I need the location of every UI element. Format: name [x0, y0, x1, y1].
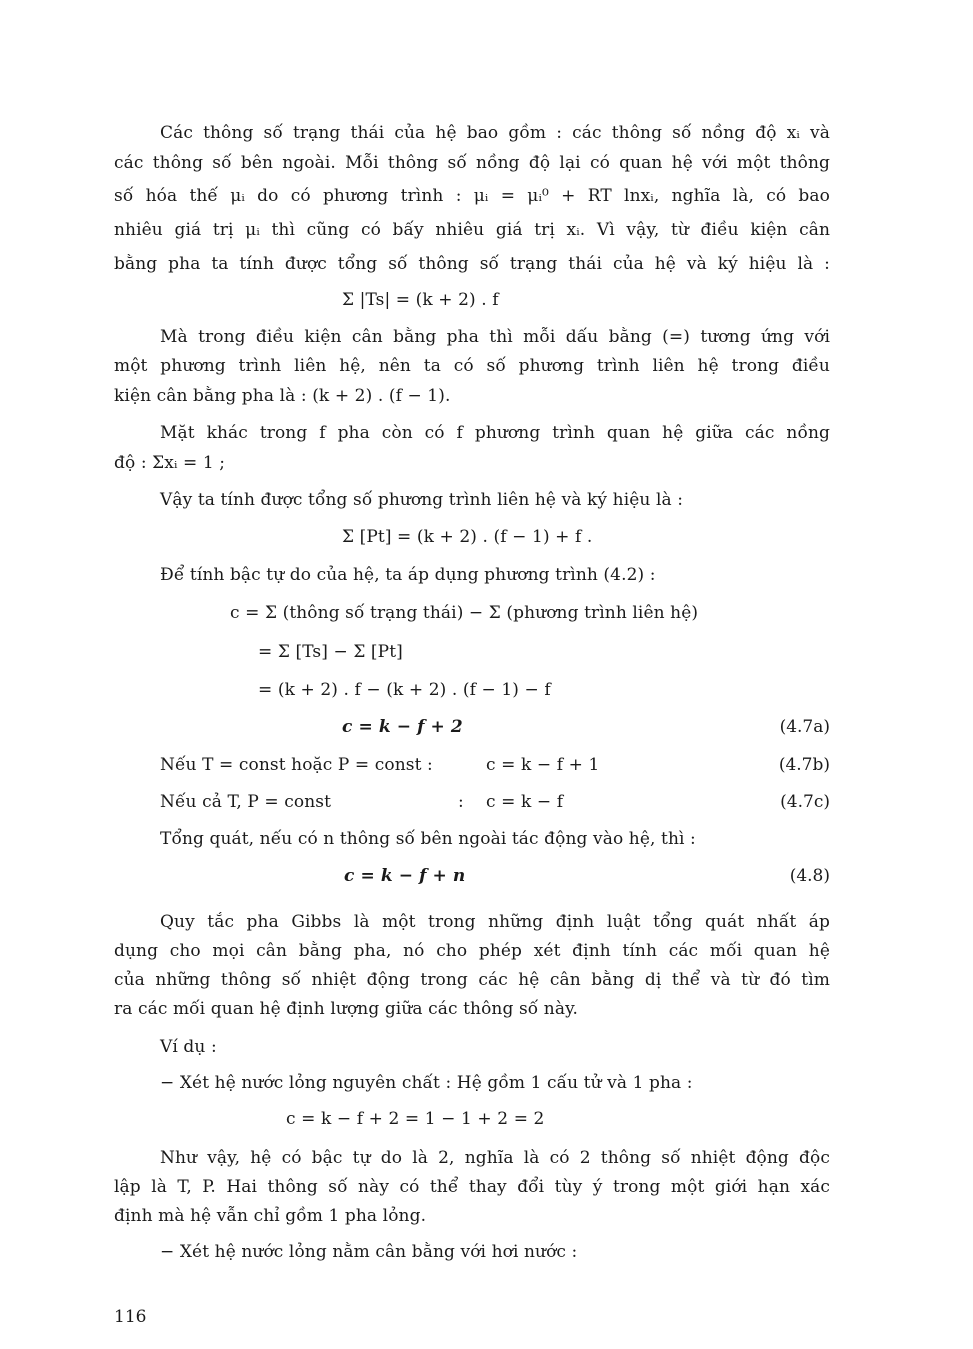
text-line: Như vậy, hệ có bậc tự do là 2, nghĩa là có 2 thông số nhiệt động độc — [160, 1148, 830, 1168]
text-line: − Xét hệ nước lỏng nằm cân bằng với hơi nước : — [160, 1242, 578, 1262]
text-line: Vậy ta tính được tổng số phương trình liên hệ và ký hiệu là : — [160, 490, 684, 510]
text-line: lập là T, P. Hai thông số này có thể thay đổi tùy ý trong một giới hạn xác — [114, 1177, 830, 1197]
text-line: nhiêu giá trị μᵢ thì cũng có bấy nhiêu giá trị xᵢ. Vì vậy, từ điều kiện cân — [114, 220, 830, 240]
text-line: − Xét hệ nước lỏng nguyên chất : Hệ gồm 1 cấu tử và 1 pha : — [160, 1073, 693, 1093]
text-line: độ : Σxᵢ = 1 ; — [114, 453, 226, 473]
text-line: dụng cho mọi cân bằng pha, nó cho phép xét định tính các mối quan hệ — [114, 941, 830, 961]
text-line: của những thông số nhiệt động trong các hệ cân bằng dị thể và từ đó tìm — [114, 970, 830, 990]
text-line: Nếu T = const hoặc P = const : — [160, 755, 433, 775]
text-line: Mà trong điều kiện cân bằng pha thì mỗi dấu bằng (=) tương ứng với — [160, 327, 830, 347]
text-line: ra các mối quan hệ định lượng giữa các thông số này. — [114, 999, 579, 1019]
example-heading: Ví dụ : — [160, 1037, 217, 1057]
text-line: Mặt khác trong f pha còn có f phương trình quan hệ giữa các nồng — [160, 423, 830, 443]
text-line: Tổng quát, nếu có n thông số bên ngoài tác động vào hệ, thì : — [160, 829, 696, 849]
text-line: kiện cân bằng pha là : (k + 2) . (f − 1). — [114, 386, 451, 406]
text-line: bằng pha ta tính được tổng số thông số trạng thái của hệ và ký hiệu là : — [114, 254, 830, 274]
equation-4-7a: c = k − f + 2 — [342, 717, 463, 737]
equation-4-7c: c = k − f — [486, 792, 564, 812]
equation-number: (4.7c) — [780, 792, 830, 812]
equation-number: (4.7b) — [778, 755, 830, 775]
text-line: Các thông số trạng thái của hệ bao gồm : các thông số nồng độ xᵢ và — [160, 123, 830, 143]
text-line: các thông số bên ngoài. Mỗi thông số nồng độ lại có quan hệ với một thông — [114, 153, 830, 173]
formula-ts: Σ |Ts| = (k + 2) . f — [342, 290, 499, 310]
equation-4-8: c = k − f + n — [344, 866, 466, 886]
equation-number: (4.7a) — [779, 717, 830, 737]
equation-4-7b: c = k − f + 1 — [486, 755, 600, 775]
page-number: 116 — [114, 1307, 147, 1327]
colon: : — [458, 792, 464, 812]
text-line: Để tính bậc tự do của hệ, ta áp dụng phương trình (4.2) : — [160, 565, 656, 585]
derivation-line: = (k + 2) . f − (k + 2) . (f − 1) − f — [258, 680, 551, 700]
formula-pt: Σ [Pt] = (k + 2) . (f − 1) + f . — [342, 527, 593, 547]
equation-number: (4.8) — [789, 866, 830, 886]
derivation-line: = Σ [Ts] − Σ [Pt] — [258, 642, 403, 662]
text-line: Nếu cả T, P = const — [160, 792, 332, 812]
text-line: định mà hệ vẫn chỉ gồm 1 pha lỏng. — [114, 1206, 427, 1226]
derivation-line: c = Σ (thông số trạng thái) − Σ (phương trình liên hệ) — [230, 603, 699, 623]
text-line: số hóa thế μᵢ do có phương trình : μᵢ = μᵢ⁰ + RT lnxᵢ, nghĩa là, có bao — [114, 186, 830, 206]
text-line: một phương trình liên hệ, nên ta có số phương trình liên hệ trong điều — [114, 356, 830, 376]
text-line: Quy tắc pha Gibbs là một trong những định luật tổng quát nhất áp — [160, 912, 830, 932]
example-equation: c = k − f + 2 = 1 − 1 + 2 = 2 — [286, 1109, 545, 1129]
